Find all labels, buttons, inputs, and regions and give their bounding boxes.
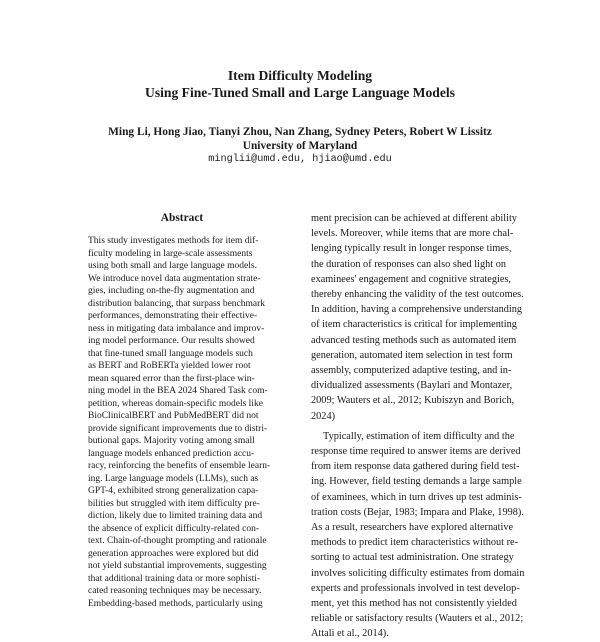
paragraph-line: As a result, researchers have explored alternative xyxy=(311,522,514,534)
paragraph-line: In addition, having a comprehensive understanding xyxy=(311,304,523,316)
abstract-line: that additional training data or more sophisti- xyxy=(88,573,261,584)
abstract-line: petition, whereas domain-specific models like xyxy=(88,398,263,409)
abstract-line: racy, reinforcing the benefits of ensemble learn- xyxy=(88,461,271,471)
author-names: Ming Li, Hong Jiao, Tianyi Zhou, Nan Zhang, Sydney Peters, Robert W Lissitz xyxy=(108,126,492,138)
abstract-line: distribution balancing, that surpass benchmark xyxy=(88,298,266,309)
abstract-line: ficulty modeling in large-scale assessments xyxy=(88,248,253,259)
abstract-line: ing. Large language models (LLMs), such as xyxy=(88,473,259,484)
abstract-line: diction, likely due to limited training data and xyxy=(88,511,263,521)
title-line-2: Using Fine-Tuned Small and Large Language Models xyxy=(145,85,455,100)
abstract-text xyxy=(88,235,276,610)
abstract-line: This study investigates methods for item dif- xyxy=(88,236,259,246)
abstract-line: ning model in the BEA 2024 Shared Task com- xyxy=(88,386,268,396)
author-emails: minglii@umd.edu, hjiao@umd.edu xyxy=(208,154,392,165)
abstract-line: that fine-tuned small language models such xyxy=(88,348,253,359)
paragraph-line: examinees' engagement and cognitive strategies, xyxy=(311,273,511,285)
paragraph-line: of examinees, which in turn drives up test adminis- xyxy=(311,491,522,503)
abstract-line: We introduce novel data augmentation strate- xyxy=(88,273,261,284)
paragraph-line: methods to predict item characteristics without re- xyxy=(311,537,519,549)
paragraph-line: assembly, computerized adaptive testing, and in- xyxy=(311,365,512,377)
abstract-line: GPT-4, exhibited strong generalization capa- xyxy=(88,486,259,496)
body-column-right xyxy=(311,211,535,642)
paragraph-line: sorting to actual test administration. One strategy xyxy=(311,552,514,564)
author-block xyxy=(0,125,600,153)
abstract-line: ness in mitigating data imbalance and improv- xyxy=(88,323,265,334)
paragraph-line: ment precision can be achieved at different ability xyxy=(311,213,517,224)
paragraph-line: 2009; Wauters et al., 2012; Kubiszyn and Borich, xyxy=(311,395,515,407)
paragraph-line: ment, yet this method has not consistently yielded xyxy=(311,598,517,610)
affiliation: University of Maryland xyxy=(242,140,358,152)
paragraph-line: ing. However, field testing demands a large sample xyxy=(311,476,522,488)
paragraph-line: dividualized assessments (Baylari and Montazer, xyxy=(311,380,513,392)
paragraph-line: thereby enhancing the validity of the test outcomes. xyxy=(311,289,524,301)
abstract-line: Embedding-based methods, particularly using xyxy=(88,598,263,609)
abstract-line: performances, demonstrating their effective- xyxy=(88,311,258,321)
abstract-line: provide significant improvements due to distri- xyxy=(88,423,268,434)
abstract-line: cated reasoning techniques may be necessary. xyxy=(88,586,262,596)
paragraph-line: levels. Moreover, while items that are more chal- xyxy=(311,228,514,240)
paper-title xyxy=(0,67,600,101)
abstract-line: mean squared error than the first-place win- xyxy=(88,373,255,384)
paragraph-line: Typically, estimation of item difficulty and the xyxy=(323,430,515,442)
paragraph-line: reliable or satisfactory results (Wauters et al., 2012; xyxy=(311,613,524,625)
paragraph-line: Attali et al., 2014). xyxy=(311,628,389,640)
abstract-line: language models enhanced prediction accu- xyxy=(88,448,255,459)
paragraph-line: of item characteristics is critical for implementing xyxy=(311,319,517,331)
abstract-line: using both small and large language models. xyxy=(88,261,257,271)
abstract-line: gies, including on-the-fly augmentation and xyxy=(88,286,255,296)
paragraph-line: lenging typically result in longer response times, xyxy=(311,243,512,255)
paragraph-line: response time required to answer items are derived xyxy=(311,446,521,458)
abstract-line: ing model performance. Our results showed xyxy=(88,336,255,346)
paragraph-line: generation, automated item selection in test form xyxy=(311,349,513,361)
abstract-line: text. Chain-of-thought prompting and rationale xyxy=(88,536,267,546)
abstract-line: generation approaches were explored but did xyxy=(88,548,259,559)
paragraph-line: advanced testing methods such as automated item xyxy=(311,334,517,346)
title-line-1: Item Difficulty Modeling xyxy=(227,68,373,83)
paragraph-line: 2024) xyxy=(311,410,336,422)
paragraph-line: experts and professionals involved in test develop- xyxy=(311,582,520,594)
abstract-heading: Abstract xyxy=(160,212,204,224)
abstract-line: butional gaps. Majority voting among small xyxy=(88,436,255,446)
abstract-line: BioClinicalBERT and PubMedBERT did not xyxy=(88,411,259,421)
paragraph-line: from item response data gathered during field test- xyxy=(311,461,520,473)
abstract-line: the absence of explicit difficulty-related con- xyxy=(88,523,260,534)
paragraph-line: the duration of responses can also shed light on xyxy=(311,258,507,270)
paragraph-line: tration costs (Bejar, 1983; Impara and Plake, 1998). xyxy=(311,506,524,518)
abstract-line: bilities but struggled with item difficulty pre- xyxy=(88,498,260,509)
abstract-line: not yield substantial improvements, suggesting xyxy=(88,561,267,571)
paragraph-line: involves soliciting difficulty estimates from domain xyxy=(311,567,525,579)
abstract-line: as BERT and RoBERTa yielded lower root xyxy=(88,361,251,371)
